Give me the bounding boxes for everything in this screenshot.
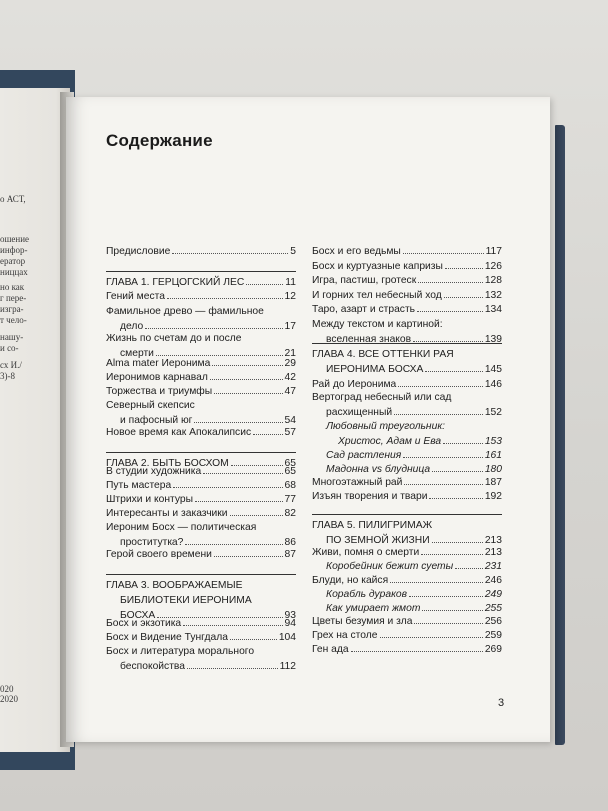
toc-page-number: 21 (284, 348, 296, 359)
toc-entry-title: Северный скепсис (106, 400, 195, 411)
toc-entry-title: Коробейник бежит суеты (326, 561, 454, 572)
toc-page-number: 255 (484, 603, 502, 614)
toc-entry (312, 419, 502, 449)
toc-entry (312, 642, 502, 657)
toc-entry-title: Цветы безумия и зла (312, 616, 413, 627)
toc-entry-title: БИБЛИОТЕКИ ИЕРОНИМА (120, 595, 252, 606)
toc-entry (106, 492, 296, 507)
chapter-rule (312, 343, 502, 344)
toc-entry-title: Босх и экзотика (106, 618, 182, 629)
toc-entry-title: Штрихи и контуры (106, 494, 194, 505)
left-page-fragment: г пере- (0, 293, 27, 303)
toc-dot-leader (422, 610, 482, 611)
toc-entry-title: Сад растления (326, 450, 402, 461)
chapter-rule (106, 574, 296, 575)
toc-dot-leader (212, 365, 282, 366)
left-page-fragment: 020 (0, 684, 14, 694)
left-page-fragment: изгра- (0, 304, 24, 314)
toc-entry-title: проституткa? (120, 537, 184, 548)
toc-dot-leader (398, 386, 483, 387)
toc-page-number: 269 (484, 644, 502, 655)
toc-entry (312, 288, 502, 303)
toc-dot-leader (183, 625, 282, 626)
toc-entry (312, 244, 502, 259)
toc-entry-title: Босх и Видение Тунгдала (106, 632, 228, 643)
toc-entry-title: Новое время как Апокалипсис (106, 427, 252, 438)
toc-page-number: 126 (484, 261, 502, 272)
left-page-fragment: ератор (0, 256, 26, 266)
toc-entry-title: ПО ЗЕМНОЙ ЖИЗНИ (326, 535, 430, 546)
toc-entry (312, 545, 502, 560)
toc-dot-leader (403, 253, 484, 254)
toc-entry-title: и пафосный юг (120, 415, 193, 426)
left-page-fragment: сх И./ (0, 360, 22, 370)
left-page-fragment: т чело- (0, 315, 27, 325)
toc-entry (106, 356, 296, 371)
toc-dot-leader (246, 284, 283, 285)
toc-page-number: 93 (284, 610, 296, 621)
toc-entry-title: Путь мастера (106, 480, 172, 491)
left-page-fragment: инфор- (0, 245, 28, 255)
toc-page-number: 145 (484, 364, 502, 375)
toc-entry (312, 273, 502, 288)
book-cover-edge (555, 125, 565, 745)
toc-entry-title: Вертоград небесный или сад (312, 392, 452, 403)
toc-entry (106, 464, 296, 479)
toc-entry (312, 489, 502, 504)
toc-page-number: 47 (284, 386, 296, 397)
toc-page-number: 57 (284, 427, 296, 438)
toc-entry (106, 630, 296, 645)
toc-page-number: 29 (284, 358, 296, 369)
toc-entry-title: Грех на столе (312, 630, 378, 641)
toc-entry-title: Мадонна vs блудница (326, 464, 431, 475)
toc-dot-leader (185, 544, 282, 545)
toc-page-number: 161 (484, 450, 502, 461)
toc-entry (106, 398, 296, 428)
toc-entry (106, 304, 296, 334)
toc-entry-title: ГЛАВА 3. ВООБРАЖАЕМЫЕ (106, 580, 243, 591)
toc-page-number: 192 (484, 491, 502, 502)
chapter-rule (106, 452, 296, 453)
toc-entry-title: Ген ада (312, 644, 349, 655)
toc-page-number: 82 (284, 508, 296, 519)
toc-page-number: 153 (484, 436, 502, 447)
toc-page-number: 87 (284, 549, 296, 560)
toc-entry (106, 644, 296, 674)
toc-page-number: 65 (284, 458, 296, 469)
toc-page-number: 11 (285, 277, 296, 288)
toc-dot-leader (418, 282, 483, 283)
toc-entry-title: Предисловие (106, 246, 171, 257)
toc-page-number: 146 (484, 379, 502, 390)
toc-dot-leader (394, 414, 483, 415)
left-page-fragment: но как (0, 282, 25, 292)
toc-dot-leader (187, 668, 278, 669)
toc-entry (106, 506, 296, 521)
toc-dot-leader (414, 623, 482, 624)
toc-dot-leader (444, 297, 483, 298)
toc-entry-title: вселенная знаков (326, 334, 412, 345)
toc-page-number: 213 (484, 547, 502, 558)
toc-page-number: 86 (284, 537, 296, 548)
toc-dot-leader (445, 268, 483, 269)
toc-entry (106, 289, 296, 304)
toc-entry-title: Любовный треугольник: (326, 421, 446, 432)
toc-page-number: 94 (284, 618, 296, 629)
toc-entry (106, 425, 296, 440)
toc-entry (106, 370, 296, 385)
toc-entry (106, 244, 296, 259)
toc-page-number: 256 (484, 616, 502, 627)
left-page-fragment: ниццах (0, 267, 28, 277)
toc-entry-title: расхищенный (326, 407, 393, 418)
toc-entry (106, 384, 296, 399)
toc-entry-title: Торжества и триумфы (106, 386, 213, 397)
toc-dot-leader (172, 253, 288, 254)
page-number: 3 (498, 697, 505, 709)
toc-dot-leader (421, 554, 483, 555)
toc-dot-leader (210, 379, 283, 380)
toc-entry (312, 614, 502, 629)
toc-dot-leader (351, 651, 483, 652)
toc-page-number: 12 (284, 291, 296, 302)
toc-entry-title: Иероним Босх — политическая (106, 522, 257, 533)
toc-dot-leader (432, 542, 483, 543)
toc-entry (106, 275, 296, 290)
toc-entry (312, 347, 502, 377)
toc-page-number: 104 (278, 632, 296, 643)
toc-entry-title: Босх и куртуазные капризы (312, 261, 443, 272)
toc-entry-title: ГЛАВА 5. ПИЛИГРИМАЖ (312, 520, 433, 531)
toc-entry-title: смерти (120, 348, 154, 359)
toc-entry-title: Изъян творения и твари (312, 491, 428, 502)
toc-entry-title: Игра, пастиш, гротеск (312, 275, 417, 286)
toc-dot-leader (425, 371, 483, 372)
toc-entry (312, 390, 502, 420)
toc-entry (312, 559, 502, 574)
toc-entry-title: Интересанты и заказчики (106, 508, 228, 519)
toc-dot-leader (390, 582, 483, 583)
toc-entry (312, 573, 502, 588)
left-page-fragment: нашу- (0, 332, 24, 342)
toc-entry (106, 520, 296, 550)
toc-page-number: 112 (279, 661, 296, 672)
toc-entry (312, 259, 502, 274)
toc-entry (312, 475, 502, 490)
toc-entry-title: В студии художника (106, 466, 202, 477)
toc-entry-title: Босх и литература морального (106, 646, 255, 657)
toc-entry-title: Корабль дураков (326, 589, 408, 600)
toc-entry-title: дело (120, 321, 144, 332)
toc-page-number: 117 (485, 246, 502, 257)
toc-page-number: 259 (484, 630, 502, 641)
toc-dot-leader (194, 422, 282, 423)
toc-dot-leader (417, 311, 483, 312)
toc-entry (312, 302, 502, 317)
toc-entry (312, 448, 502, 463)
toc-dot-leader (403, 457, 483, 458)
toc-page-number: 54 (284, 415, 296, 426)
left-page-fragment: о АСТ, (0, 194, 26, 204)
toc-dot-leader (145, 328, 282, 329)
toc-dot-leader (230, 639, 277, 640)
toc-entry-title: беспокойства (120, 661, 186, 672)
left-page-fragment: 2020 (0, 694, 18, 704)
toc-entry (106, 478, 296, 493)
toc-page-number: 249 (484, 589, 502, 600)
toc-entry (312, 587, 502, 602)
chapter-rule (312, 514, 502, 515)
toc-entry (312, 518, 502, 548)
toc-page-number: 132 (484, 290, 502, 301)
toc-dot-leader (173, 487, 282, 488)
toc-entry-title: ИЕРОНИМА БОСХА (326, 364, 424, 375)
toc-entry-title: Христос, Адам и Ева (338, 436, 442, 447)
toc-dot-leader (429, 498, 482, 499)
toc-dot-leader (230, 515, 283, 516)
toc-dot-leader (195, 501, 283, 502)
toc-dot-leader (432, 471, 483, 472)
toc-entry-title: Герой своего времени (106, 549, 212, 560)
toc-page-number: 139 (484, 334, 502, 345)
toc-entry-title: Босх и его ведьмы (312, 246, 401, 257)
toc-dot-leader (404, 484, 482, 485)
toc-dot-leader (253, 434, 282, 435)
toc-dot-leader (214, 393, 282, 394)
page-title: Содержание (106, 131, 213, 150)
toc-dot-leader (413, 341, 483, 342)
toc-entry-title: Иеронимов карнавал (106, 372, 208, 383)
toc-entry-title: Гений места (106, 291, 165, 302)
toc-entry-title: Многоэтажный рай (312, 477, 403, 488)
toc-page-number: 213 (484, 535, 502, 546)
toc-page-number: 134 (484, 304, 502, 315)
toc-dot-leader (167, 298, 283, 299)
toc-dot-leader (443, 443, 483, 444)
toc-entry-title: Alma mater Иеронима (106, 358, 211, 369)
toc-page-number: 77 (284, 494, 296, 505)
chapter-rule (106, 271, 296, 272)
toc-page-number: 246 (484, 575, 502, 586)
toc-dot-leader (203, 473, 282, 474)
toc-page-number: 5 (290, 246, 296, 257)
toc-dot-leader (409, 596, 483, 597)
toc-page-number: 42 (284, 372, 296, 383)
toc-entry-title: Рай до Иеронима (312, 379, 397, 390)
toc-page-number: 68 (284, 480, 296, 491)
left-page-fragment: и со- (0, 343, 19, 353)
toc-entry-title: Блуди, но кайся (312, 575, 389, 586)
toc-entry-title: ГЛАВА 1. ГЕРЦОГСКИЙ ЛЕС (106, 277, 245, 288)
toc-entry-title: Таро, азарт и страсть (312, 304, 416, 315)
toc-page-number: 17 (284, 321, 296, 332)
toc-entry (106, 616, 296, 631)
toc-entry (312, 628, 502, 643)
toc-entry-title: Жизнь по счетам до и после (106, 333, 242, 344)
toc-dot-leader (214, 556, 283, 557)
toc-entry-title: БОСХА (120, 610, 156, 621)
toc-page-number: 128 (484, 275, 502, 286)
left-page-fragment: 3)-8 (0, 371, 15, 381)
toc-entry (106, 547, 296, 562)
toc-entry-title: Как умирает жмот (326, 603, 421, 614)
toc-dot-leader (455, 568, 483, 569)
toc-entry-title: Живи, помня о смерти (312, 547, 420, 558)
toc-entry-title: И горних тел небесный ход (312, 290, 442, 301)
left-page-fragment: ошение (0, 234, 30, 244)
toc-page-number: 180 (484, 464, 502, 475)
toc-dot-leader (380, 637, 483, 638)
toc-page-number: 65 (284, 466, 296, 477)
toc-page-number: 187 (484, 477, 502, 488)
toc-entry-title: ГЛАВА 2. БЫТЬ БОСХОМ (106, 458, 229, 469)
toc-page-number: 152 (484, 407, 502, 418)
toc-entry-title: Между текстом и картиной: (312, 319, 443, 330)
toc-entry-title: Фамильное древо — фамильное (106, 306, 264, 317)
toc-entry-title: ГЛАВА 4. ВСЕ ОТТЕНКИ РАЯ (312, 349, 454, 360)
toc-page-number: 231 (484, 561, 502, 572)
